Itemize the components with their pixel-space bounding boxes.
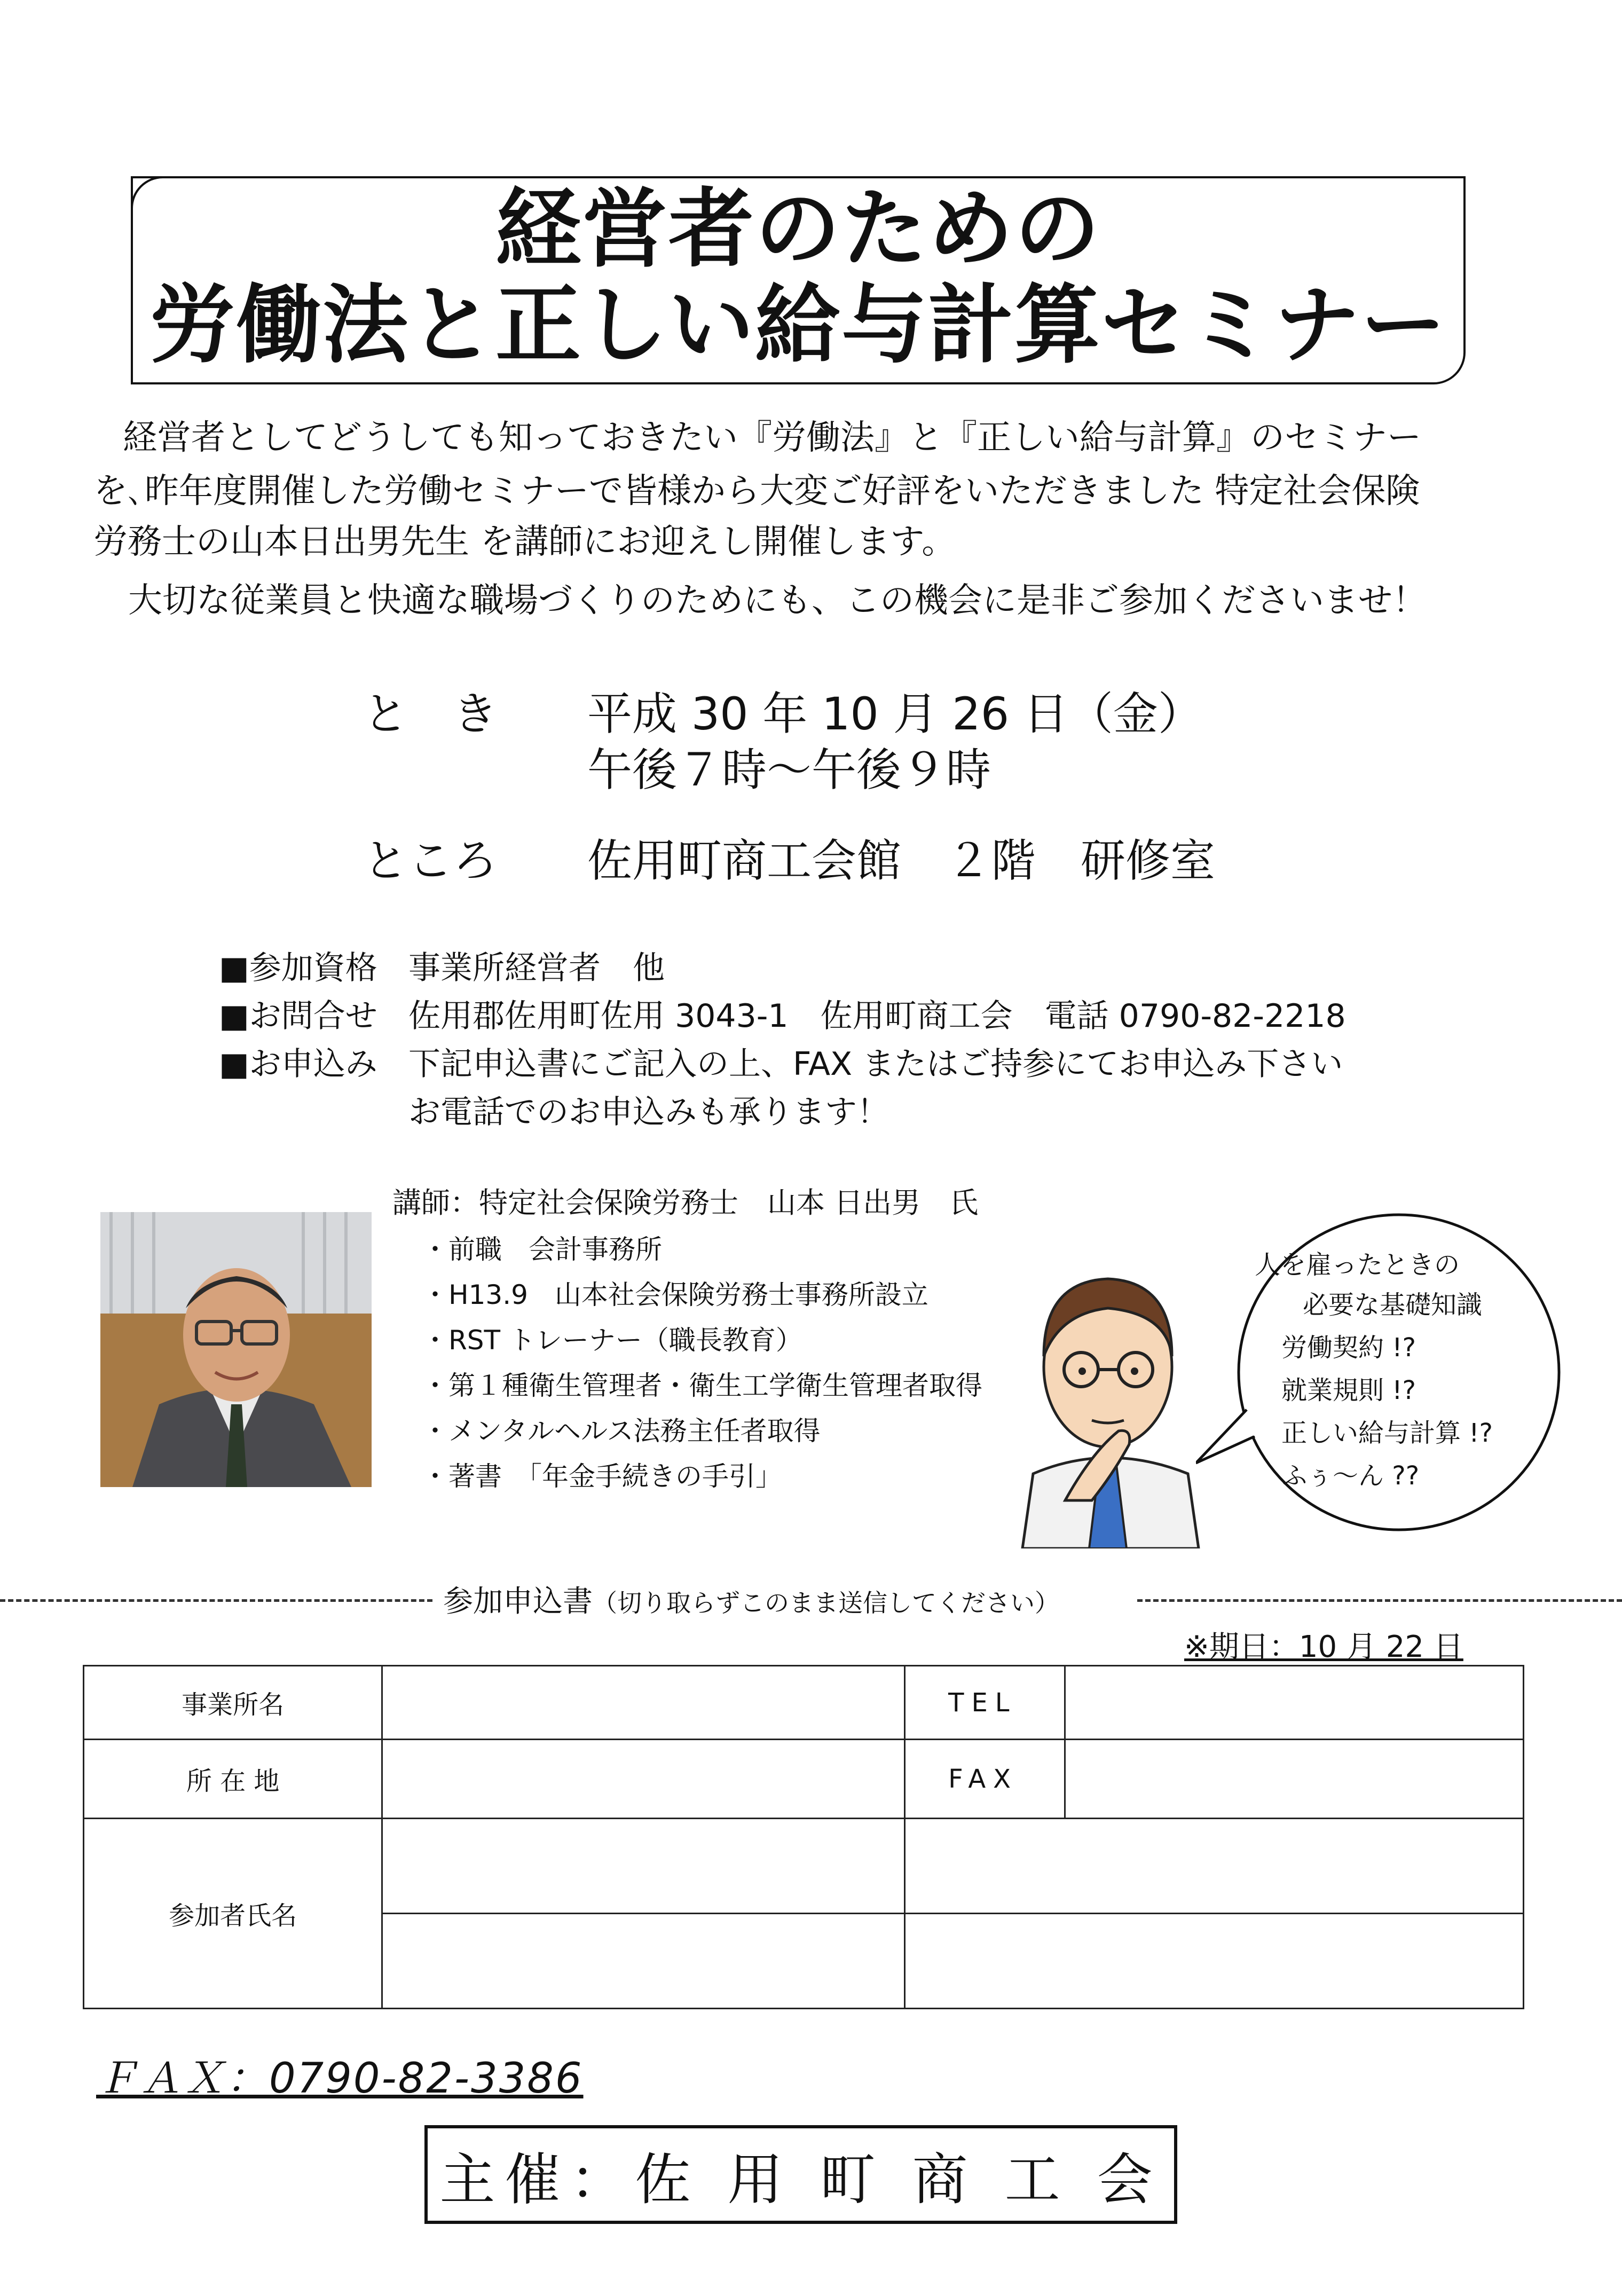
lecturer-bullet: ・前職 会計事務所 bbox=[422, 1234, 662, 1265]
participant-name-field[interactable] bbox=[905, 1819, 1524, 1914]
tel-label: TEL bbox=[905, 1666, 1065, 1740]
bubble-line-4: 就業規則 !? bbox=[1281, 1375, 1416, 1405]
lecturer-photo bbox=[100, 1212, 372, 1487]
tel-field[interactable] bbox=[1065, 1666, 1524, 1740]
intro-line-1: 経営者としてどうしても知っておきたい『労働法』と『正しい給与計算』のセミナー bbox=[123, 418, 1421, 458]
when-label: と き bbox=[363, 688, 498, 740]
participant-name-field[interactable] bbox=[382, 1914, 905, 2009]
title-line-2: 労働法と正しい給与計算セミナー bbox=[149, 275, 1447, 375]
thinking-man-illustration bbox=[1012, 1249, 1204, 1548]
lecturer-heading: 講師：特定社会保険労務士 山本 日出男 氏 bbox=[392, 1186, 979, 1220]
when-date: 平成 30 年 10 月 26 日（金） bbox=[587, 688, 1203, 740]
where-place: 佐用町商工会館 ２階 研修室 bbox=[587, 835, 1216, 887]
bubble-line-6: ふぅ～ん ?? bbox=[1281, 1461, 1420, 1491]
intro-line-3: 労務士の山本日出男先生 を講師にお迎えし開催します。 bbox=[93, 522, 956, 562]
sponsor-box: 主催：佐 用 町 商 工 会 bbox=[424, 2125, 1177, 2224]
where-label: ところ bbox=[363, 835, 498, 887]
qualification-label: ■参加資格 bbox=[219, 949, 377, 987]
fax-label: FAX bbox=[905, 1740, 1065, 1819]
company-label: 事業所名 bbox=[84, 1666, 382, 1740]
intro-line-2: を､昨年度開催した労働セミナーで皆様から大変ご好評をいただきました 特定社会保険 bbox=[93, 471, 1420, 511]
apply-line-2: お電話でのお申込みも承ります！ bbox=[408, 1094, 889, 1131]
bubble-line-5: 正しい給与計算 !? bbox=[1281, 1418, 1493, 1448]
application-form bbox=[83, 1665, 1524, 2009]
contact-label: ■お問合せ bbox=[219, 997, 377, 1035]
address-field[interactable] bbox=[382, 1740, 905, 1819]
lecturer-bullet: ・H13.9 山本社会保険労務士事務所設立 bbox=[422, 1279, 928, 1310]
address-label: 所 在 地 bbox=[84, 1740, 382, 1819]
cut-line-left bbox=[0, 1599, 432, 1602]
speech-bubble bbox=[1196, 1212, 1570, 1543]
contact-value: 佐用郡佐用町佐用 3043-1 佐用町商工会 電話 0790-82-2218 bbox=[408, 997, 1346, 1035]
form-heading bbox=[443, 1578, 1137, 1621]
form-heading-title: 参加申込書 bbox=[443, 1584, 593, 1619]
apply-label: ■お申込み bbox=[219, 1045, 377, 1083]
participant-name-field[interactable] bbox=[905, 1914, 1524, 2009]
title-box bbox=[131, 176, 1466, 384]
lecturer-bullet: ・著書 「年金手続きの手引」 bbox=[422, 1461, 782, 1492]
deadline: ※期日：10 月 22 日 bbox=[1184, 1630, 1463, 1664]
fax-field[interactable] bbox=[1065, 1740, 1524, 1819]
bubble-line-2: 必要な基礎知識 bbox=[1303, 1290, 1483, 1320]
fax-number: ＦＡＸ：0790-82-3386 bbox=[96, 2055, 584, 2103]
title-line-1: 経営者のための bbox=[495, 179, 1101, 279]
participants-label: 参加者氏名 bbox=[84, 1819, 382, 2009]
lecturer-bullet: ・メンタルヘルス法務主任者取得 bbox=[422, 1416, 821, 1446]
apply-line-1: 下記申込書にご記入の上、FAX またはご持参にてお申込み下さい bbox=[408, 1045, 1343, 1083]
bubble-line-3: 労働契約 !? bbox=[1281, 1333, 1416, 1363]
company-field[interactable] bbox=[382, 1666, 905, 1740]
qualification-value: 事業所経営者 他 bbox=[408, 949, 665, 987]
lecturer-bullet: ・RST トレーナー（職長教育） bbox=[422, 1325, 802, 1356]
form-heading-note: （切り取らずこのまま送信してください） bbox=[593, 1589, 1059, 1617]
bubble-line-1: 人を雇ったときの bbox=[1255, 1250, 1460, 1280]
lecturer-bullet: ・第１種衛生管理者・衛生工学衛生管理者取得 bbox=[422, 1370, 982, 1401]
when-time: 午後７時～午後９時 bbox=[587, 744, 991, 796]
participant-name-field[interactable] bbox=[382, 1819, 905, 1914]
intro-line-4: 大切な従業員と快適な職場づくりのためにも、この機会に是非ご参加くださいませ！ bbox=[128, 581, 1427, 620]
cut-line-right bbox=[1137, 1599, 1622, 1602]
